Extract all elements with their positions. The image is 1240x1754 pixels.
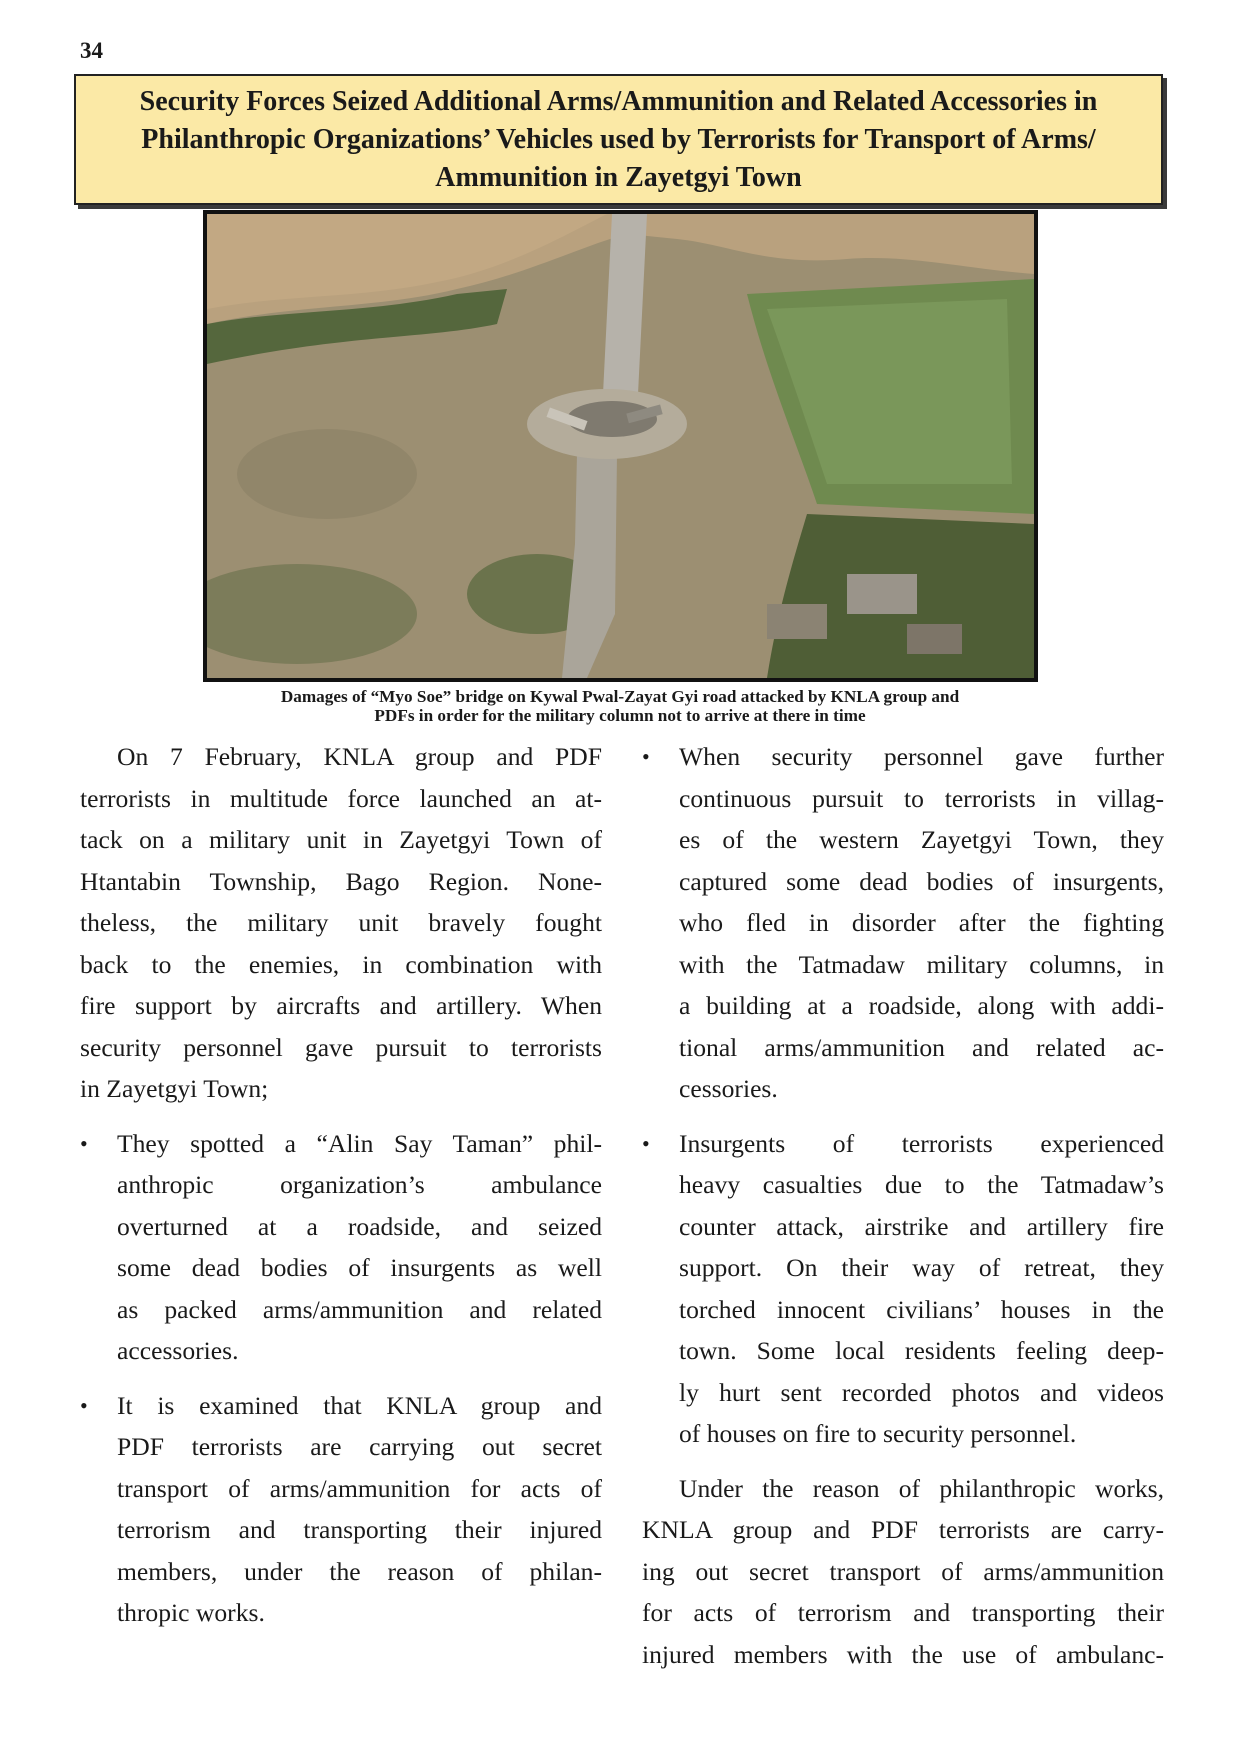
text-line: transport of arms/ammunition for acts of xyxy=(117,1473,602,1503)
bullet-icon: • xyxy=(642,744,650,769)
text-line: tack on a military unit in Zayetgyi Town of xyxy=(80,825,602,854)
bullet-item xyxy=(80,1123,602,1372)
text-line: captured some dead bodies of insurgents, xyxy=(679,866,1164,896)
text-line: ly hurt sent recorded photos and videos xyxy=(679,1377,1164,1407)
text-line: for acts of terrorism and transporting their xyxy=(642,1598,1164,1627)
text-line: with the Tatmadaw military columns, in xyxy=(679,949,1164,979)
text-line: KNLA group and PDF terrorists are carry- xyxy=(642,1515,1164,1544)
title-line: Philanthropic Organizations’ Vehicles used by Terrorists for Transport of Arms/ xyxy=(141,123,1096,155)
text-line: theless, the military unit bravely fought xyxy=(80,908,602,937)
text-line: security personnel gave pursuit to terrorists xyxy=(80,1032,602,1062)
text-line: support. On their way of retreat, they xyxy=(679,1253,1164,1282)
closing-paragraph xyxy=(642,1468,1164,1676)
text-line: overturned at a roadside, and seized xyxy=(117,1211,602,1241)
text-line: town. Some local residents feeling deep- xyxy=(679,1336,1164,1365)
text-line: fire support by aircrafts and artillery. When xyxy=(80,991,602,1020)
text-line: tional arms/ammunition and related ac- xyxy=(679,1032,1164,1062)
left-column xyxy=(80,736,602,1634)
text-line: Insurgents of terrorists experienced xyxy=(679,1128,1164,1158)
text-line: It is examined that KNLA group and xyxy=(117,1390,602,1420)
text-line: Htantabin Township, Bago Region. None- xyxy=(80,866,602,896)
text-line: They spotted a “Alin Say Taman” phil- xyxy=(117,1128,602,1158)
page-number: 34 xyxy=(80,38,103,63)
bullet-item xyxy=(642,736,1164,1110)
text-line: in Zayetgyi Town; xyxy=(80,1074,269,1103)
bullet-item xyxy=(80,1385,602,1634)
text-line: back to the enemies, in combination with xyxy=(80,949,602,979)
caption-line: Damages of “Myo Soe” bridge on Kywal Pwal-Zayat Gyi road attacked by KNLA group and xyxy=(280,687,960,706)
intro-paragraph xyxy=(80,736,602,1110)
text-line: ing out secret transport of arms/ammunition xyxy=(642,1556,1164,1586)
text-line: anthropic organization’s ambulance xyxy=(117,1170,602,1199)
text-line: terrorism and transporting their injured xyxy=(117,1515,602,1544)
title-line: Security Forces Seized Additional Arms/Ammunition and Related Accessories in xyxy=(139,85,1098,117)
text-line: heavy casualties due to the Tatmadaw’s xyxy=(679,1170,1164,1199)
photo-caption xyxy=(180,687,1060,725)
text-line: Under the reason of philanthropic works, xyxy=(679,1473,1164,1503)
right-column xyxy=(642,736,1164,1675)
text-line: counter attack, airstrike and artillery fire xyxy=(679,1211,1164,1241)
text-line: as packed arms/ammunition and related xyxy=(117,1294,602,1324)
bullet-item xyxy=(642,1123,1164,1455)
article-title xyxy=(140,83,1098,197)
bullet-icon: • xyxy=(80,1392,88,1418)
article-title-box xyxy=(74,74,1163,205)
caption-line: PDFs in order for the military column not to arrive at there in time xyxy=(374,706,866,725)
text-line: On 7 February, KNLA group and PDF xyxy=(117,742,602,771)
title-line: Ammunition in Zayetgyi Town xyxy=(435,161,802,193)
text-line: terrorists in multitude force launched an at- xyxy=(80,783,602,813)
text-line: injured members with the use of ambulanc- xyxy=(642,1639,1164,1669)
bullet-icon: • xyxy=(642,1130,650,1156)
photo-illustration xyxy=(207,214,1034,678)
text-line: members, under the reason of philan- xyxy=(117,1556,602,1586)
text-line: continuous pursuit to terrorists in villag- xyxy=(679,783,1164,813)
text-line: a building at a roadside, along with addi- xyxy=(679,991,1164,1020)
text-line: thropic works. xyxy=(117,1598,265,1627)
text-line: es of the western Zayetgyi Town, they xyxy=(679,825,1164,854)
bullet-icon: • xyxy=(80,1130,88,1156)
aerial-bridge-photo xyxy=(203,210,1038,682)
text-line: When security personnel gave further xyxy=(679,742,1164,771)
text-line: PDF terrorists are carrying out secret xyxy=(117,1432,602,1461)
text-line: of houses on fire to security personnel. xyxy=(679,1419,1077,1448)
text-line: cessories. xyxy=(679,1074,778,1103)
text-line: torched innocent civilians’ houses in the xyxy=(679,1294,1164,1324)
text-line: who fled in disorder after the fighting xyxy=(679,908,1164,937)
text-line: accessories. xyxy=(117,1336,239,1365)
text-line: some dead bodies of insurgents as well xyxy=(117,1253,602,1282)
